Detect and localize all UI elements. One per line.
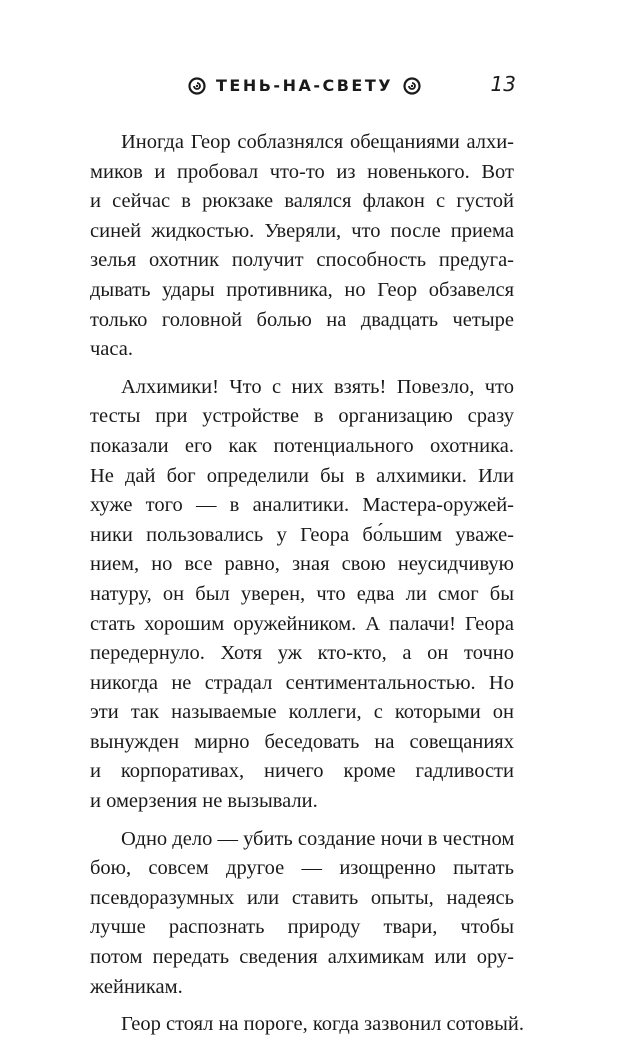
text-line: эти так называемые коллеги, с которыми он [90, 701, 514, 724]
text-line: и корпоративах, ничего кроме гадливости [90, 760, 514, 783]
paragraph-gap [90, 817, 514, 825]
text-line: зелья охотник получит способность предуга- [90, 249, 514, 272]
page-number: 13 [490, 72, 516, 96]
paragraph-gap [90, 365, 514, 373]
text-line: лучше распознать природу твари, чтобы [90, 916, 514, 939]
text-line: Не дай бог определили бы в алхимики. Или [90, 464, 514, 487]
text-line: хуже того — в аналитики. Мастера-оружей- [90, 494, 514, 517]
text-line: только головной болью на двадцать четыре [90, 308, 514, 331]
text-line: бою, совсем другое — изощренно пытать [90, 857, 514, 880]
text-line: стать хорошим оружейником. А палачи! Геора [90, 612, 514, 635]
text-line: ники пользовались у Геора бо́льшим уваже- [90, 523, 514, 546]
text-line: Геор стоял на пороге, когда зазвонил сотовый. [121, 1013, 525, 1036]
text-line: Алхимики! Что с них взять! Повезло, что [121, 375, 514, 398]
running-title: ТЕНЬ-НА-СВЕТУ [216, 76, 394, 95]
text-line: жейникам. [90, 975, 183, 998]
spiral-ornament-icon [403, 77, 421, 95]
text-line: передернуло. Хотя уж кто-кто, а он точно [90, 642, 514, 665]
text-line: тесты при устройстве в организацию сразу [90, 405, 514, 428]
text-line: и сейчас в рюкзаке валялся флакон с густой [90, 190, 514, 213]
running-head-group [188, 76, 421, 95]
text-line: часа. [90, 338, 133, 361]
text-line: натуру, он был уверен, что едва ли смог бы [90, 582, 514, 605]
text-line: нием, но все равно, зная свою неусидчивую [90, 553, 514, 576]
text-line: миков и пробовал что-то из новенького. Вот [90, 160, 514, 183]
paragraph-gap [90, 1002, 514, 1010]
body-text [90, 128, 525, 1040]
text-line: синей жидкостью. Уверяли, что после приема [90, 219, 514, 242]
text-line: потом передать сведения алхимикам или ору- [90, 946, 514, 969]
text-line: и омерзения не вызывали. [90, 790, 318, 813]
text-line: дывать удары противника, но Геор обзавелся [90, 278, 514, 301]
running-header [0, 72, 619, 106]
text-line: псевдоразумных или ставить опыты, надеясь [90, 886, 514, 909]
text-line: никогда не страдал сентиментальностью. Но [90, 671, 514, 694]
text-line: вынужден мирно беседовать на совещаниях [90, 730, 514, 753]
text-line: показали его как потенциального охотника. [90, 434, 514, 457]
text-line: Иногда Геор соблазнялся обещаниями алхи- [121, 131, 514, 153]
text-line: Одно дело — убить создание ночи в честном [121, 827, 515, 850]
spiral-ornament-icon [188, 77, 206, 95]
